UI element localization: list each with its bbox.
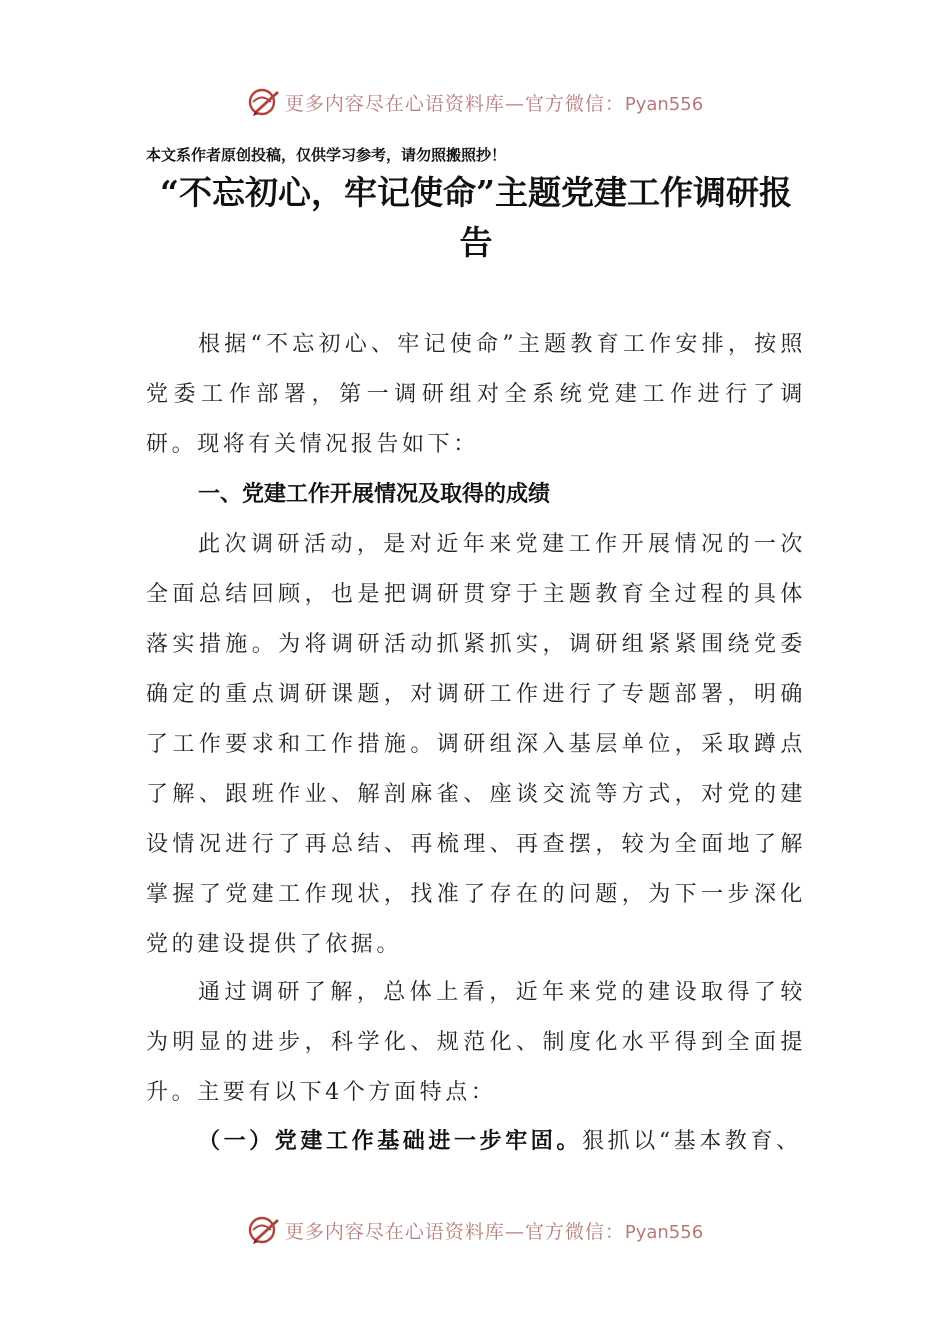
paragraph-point-1 bbox=[146, 1116, 806, 1167]
pen-logo-icon bbox=[247, 85, 281, 119]
paragraph-research-activity: 此次调研活动，是对近年来党建工作开展情况的一次全面总结回顾，也是把调研贯穿于主题教育全过程的具体落实措施。为将调研活动抓紧抓实，调研组紧紧围绕党委确定的重点调研课题，对调研工作进行了专题部署，明确了工作要求和工作措施。调研组深入基层单位，采取蹲点了解、跟班作业、解剖麻雀、座谈交流等方式，对党的建设情况进行了再总结、再梳理、再查摆，较为全面地了解掌握了党建工作现状，找准了存在的问题，为下一步深化党的建设提供了依据。 bbox=[146, 532, 806, 957]
point-1-lead: （一）党建工作基础进一步牢固。 bbox=[198, 1128, 583, 1154]
watermark-footer bbox=[0, 1210, 950, 1250]
document-title: “不忘初心，牢记使命”主题党建工作调研报告 bbox=[160, 173, 792, 262]
section-heading-1: 一、党建工作开展情况及取得的成绩 bbox=[198, 482, 551, 507]
point-1-text: 狠抓以“基本教育、 bbox=[582, 1129, 802, 1154]
pen-logo-icon bbox=[247, 1213, 281, 1247]
paragraph-intro: 根据“不忘初心、牢记使命”主题教育工作安排，按照党委工作部署，第一调研组对全系统党建工作进行了调研。现将有关情况报告如下： bbox=[146, 332, 806, 457]
watermark-text: 更多内容尽在心语资料库—官方微信：Pyan556 bbox=[284, 92, 704, 115]
watermark-header bbox=[0, 82, 950, 122]
watermark-text: 更多内容尽在心语资料库—官方微信：Pyan556 bbox=[284, 1220, 704, 1243]
copyright-notice: 本文系作者原创投稿，仅供学习参考，请勿照搬照抄！ bbox=[146, 146, 507, 164]
paragraph-overview: 通过调研了解，总体上看，近年来党的建设取得了较为明显的进步，科学化、规范化、制度化水平得到全面提升。主要有以下4个方面特点： bbox=[146, 980, 806, 1105]
